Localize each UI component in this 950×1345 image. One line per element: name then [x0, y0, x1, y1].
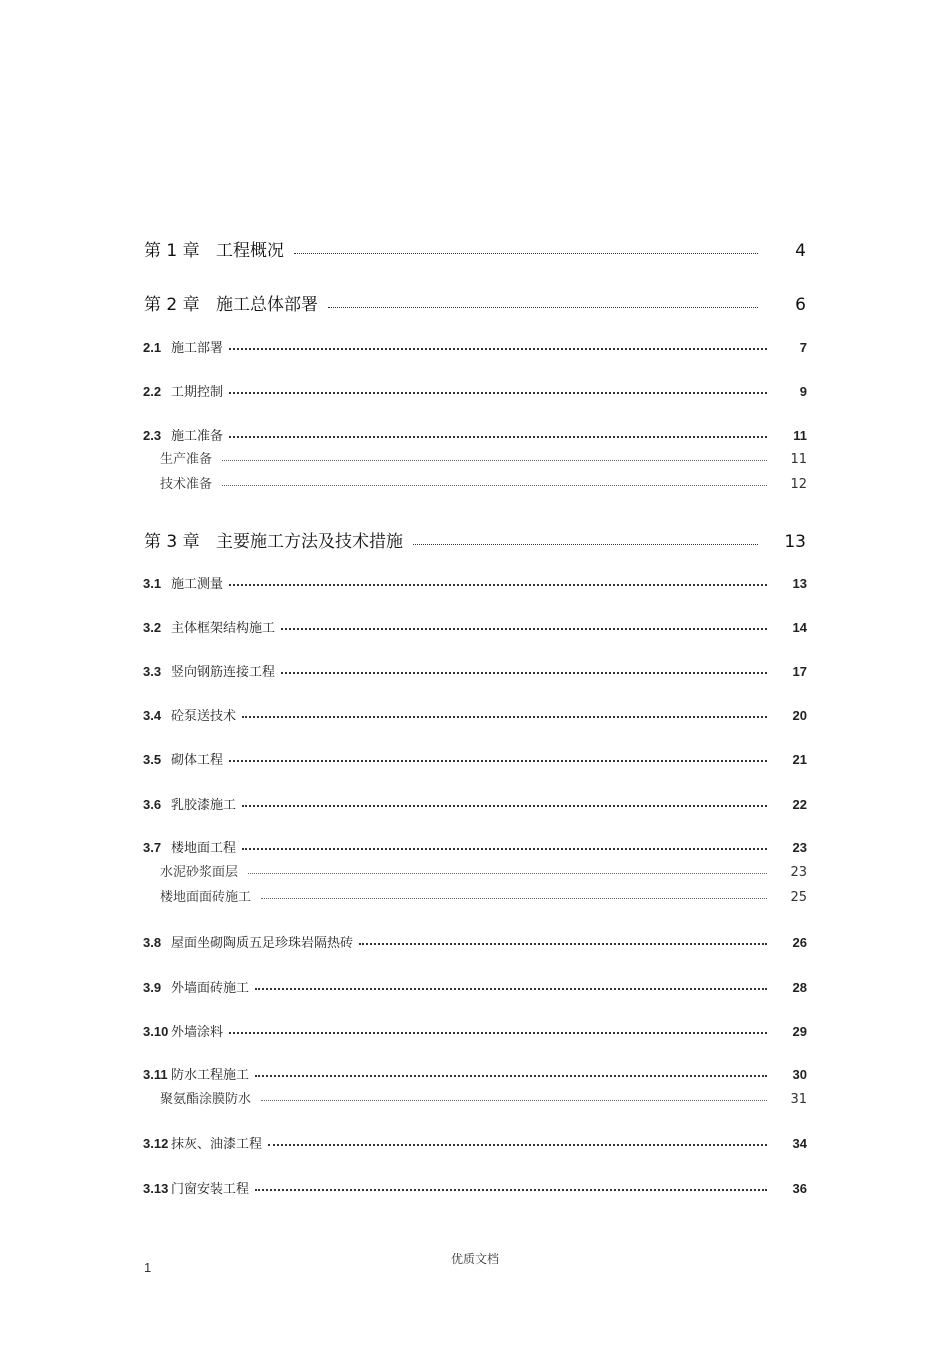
toc-entry-number: 3.5: [143, 752, 162, 767]
toc-entry-section[interactable]: [143, 1178, 807, 1197]
toc-entry-section[interactable]: [143, 932, 807, 951]
dot-leader: [222, 485, 767, 486]
toc-entry-page: 17: [792, 664, 807, 679]
toc-entry-sub[interactable]: [160, 473, 807, 492]
toc-entry-title: 水泥砂浆面层: [160, 865, 239, 880]
toc-entry-section[interactable]: [143, 705, 807, 724]
toc-entry-page: 6: [795, 295, 806, 315]
toc-entry-page: 29: [792, 1024, 807, 1039]
toc-entry-title: 砼泵送技术: [171, 709, 237, 724]
dot-leader: [229, 436, 767, 438]
toc-entry-page: 22: [792, 797, 807, 812]
toc-entry-page: 21: [792, 752, 807, 767]
toc-entry-section[interactable]: [143, 1064, 807, 1083]
toc-entry-number: 3.3: [143, 664, 162, 679]
toc-entry-page: 25: [790, 890, 807, 905]
toc-entry-title: 楼地面面砖施工: [160, 890, 252, 905]
toc-entry-title: 施工测量: [171, 577, 224, 592]
toc-entry-number: 第 2 章: [144, 295, 200, 315]
toc-entry-page: 34: [792, 1136, 807, 1151]
toc-entry-page: 7: [799, 340, 807, 355]
dot-leader: [413, 544, 758, 545]
dot-leader: [328, 307, 758, 308]
toc-entry-section[interactable]: [143, 977, 807, 996]
toc-entry-number: 3.8: [143, 935, 162, 950]
toc-entry-page: 36: [792, 1181, 807, 1196]
toc-entry-title: 施工部署: [171, 341, 224, 356]
toc-entry-section[interactable]: [143, 794, 807, 813]
toc-entry-page: 12: [790, 477, 807, 492]
toc-entry-title: 门窗安装工程: [171, 1182, 250, 1197]
dot-leader: [248, 873, 767, 874]
toc-entry-page: 4: [795, 241, 806, 261]
toc-entry-title: 聚氨酯涂膜防水: [160, 1092, 252, 1107]
toc-entry-title: 竖向钢筋连接工程: [171, 665, 276, 680]
toc-entry-section[interactable]: [143, 749, 807, 768]
toc-entry-page: 9: [799, 384, 807, 399]
dot-leader: [255, 1075, 767, 1077]
toc-entry-title: 主体框架结构施工: [171, 621, 276, 636]
toc-entry-page: 23: [792, 840, 807, 855]
dot-leader: [261, 1100, 767, 1101]
toc-entry-page: 26: [792, 935, 807, 950]
toc-entry-title: 工期控制: [171, 385, 224, 400]
toc-entry-title: 乳胶漆施工: [171, 798, 237, 813]
toc-entry-chapter[interactable]: [144, 527, 806, 552]
toc-entry-chapter[interactable]: [144, 236, 806, 261]
toc-entry-title: 外墙涂料: [171, 1025, 224, 1040]
toc-entry-number: 3.12: [143, 1136, 169, 1151]
toc-entry-number: 3.13: [143, 1181, 169, 1196]
toc-entry-title: 生产准备: [160, 452, 213, 467]
toc-entry-title: 屋面坐砌陶质五足珍珠岩隔热砖: [171, 936, 354, 951]
dot-leader: [281, 672, 767, 674]
toc-entry-page: 13: [792, 576, 807, 591]
toc-entry-number: 2.3: [143, 428, 162, 443]
dot-leader: [359, 943, 767, 945]
toc-entry-number: 3.1: [143, 576, 162, 591]
toc-entry-number: 第 3 章: [144, 532, 200, 552]
toc-entry-sub[interactable]: [160, 1088, 807, 1107]
toc-entry-number: 2.1: [143, 340, 162, 355]
dot-leader: [229, 1032, 767, 1034]
toc-entry-sub[interactable]: [160, 448, 807, 467]
toc-entry-chapter[interactable]: [144, 290, 806, 315]
dot-leader: [261, 898, 767, 899]
footer-label: 优质文档: [450, 1252, 499, 1266]
toc-entry-page: 13: [784, 532, 806, 552]
dot-leader: [281, 628, 767, 630]
dot-leader: [229, 392, 767, 394]
toc-entry-page: 11: [790, 452, 807, 467]
toc-entry-sub[interactable]: [160, 861, 807, 880]
toc-entry-section[interactable]: [143, 425, 807, 444]
toc-entry-page: 14: [792, 620, 807, 635]
toc-entry-title: 施工总体部署: [216, 295, 318, 315]
toc-entry-number: 3.6: [143, 797, 162, 812]
toc-entry-number: 第 1 章: [144, 241, 200, 261]
toc-entry-section[interactable]: [143, 381, 807, 400]
toc-entry-page: 30: [792, 1067, 807, 1082]
dot-leader: [229, 584, 767, 586]
page-number: 1: [144, 1260, 152, 1275]
toc-entry-title: 外墙面砖施工: [171, 981, 250, 996]
toc-entry-section[interactable]: [143, 661, 807, 680]
toc-entry-page: 23: [790, 865, 807, 880]
dot-leader: [242, 716, 767, 718]
toc-entry-sub[interactable]: [160, 886, 807, 905]
toc-entry-number: 3.10: [143, 1024, 169, 1039]
toc-entry-section[interactable]: [143, 337, 807, 356]
toc-entry-section[interactable]: [143, 1021, 807, 1040]
toc-entry-page: 28: [792, 980, 807, 995]
toc-entry-number: 3.9: [143, 980, 162, 995]
toc-entry-title: 施工准备: [171, 429, 224, 444]
toc-entry-section[interactable]: [143, 573, 807, 592]
toc-entry-section[interactable]: [143, 617, 807, 636]
toc-entry-section[interactable]: [143, 837, 807, 856]
dot-leader: [242, 848, 767, 850]
toc-entry-number: 2.2: [143, 384, 162, 399]
dot-leader: [222, 460, 767, 461]
toc-entry-number: 3.11: [143, 1067, 168, 1082]
dot-leader: [255, 1189, 767, 1191]
toc-entry-number: 3.4: [143, 708, 162, 723]
toc-entry-title: 技术准备: [160, 477, 213, 492]
toc-entry-title: 抹灰、油漆工程: [171, 1137, 263, 1152]
toc-entry-number: 3.2: [143, 620, 162, 635]
toc-entry-section[interactable]: [143, 1133, 807, 1152]
toc-entry-title: 防水工程施工: [171, 1068, 250, 1083]
dot-leader: [268, 1144, 767, 1146]
dot-leader: [242, 805, 767, 807]
dot-leader: [229, 760, 767, 762]
toc-entry-title: 工程概况: [216, 241, 284, 261]
toc-entry-page: 11: [793, 428, 807, 443]
dot-leader: [255, 988, 767, 990]
toc-entry-number: 3.7: [143, 840, 162, 855]
dot-leader: [229, 348, 767, 350]
toc-entry-title: 砌体工程: [171, 753, 224, 768]
toc-entry-title: 楼地面工程: [171, 841, 237, 856]
toc-entry-page: 31: [790, 1092, 807, 1107]
toc-entry-title: 主要施工方法及技术措施: [216, 532, 403, 552]
dot-leader: [294, 253, 758, 254]
toc-entry-page: 20: [792, 708, 807, 723]
